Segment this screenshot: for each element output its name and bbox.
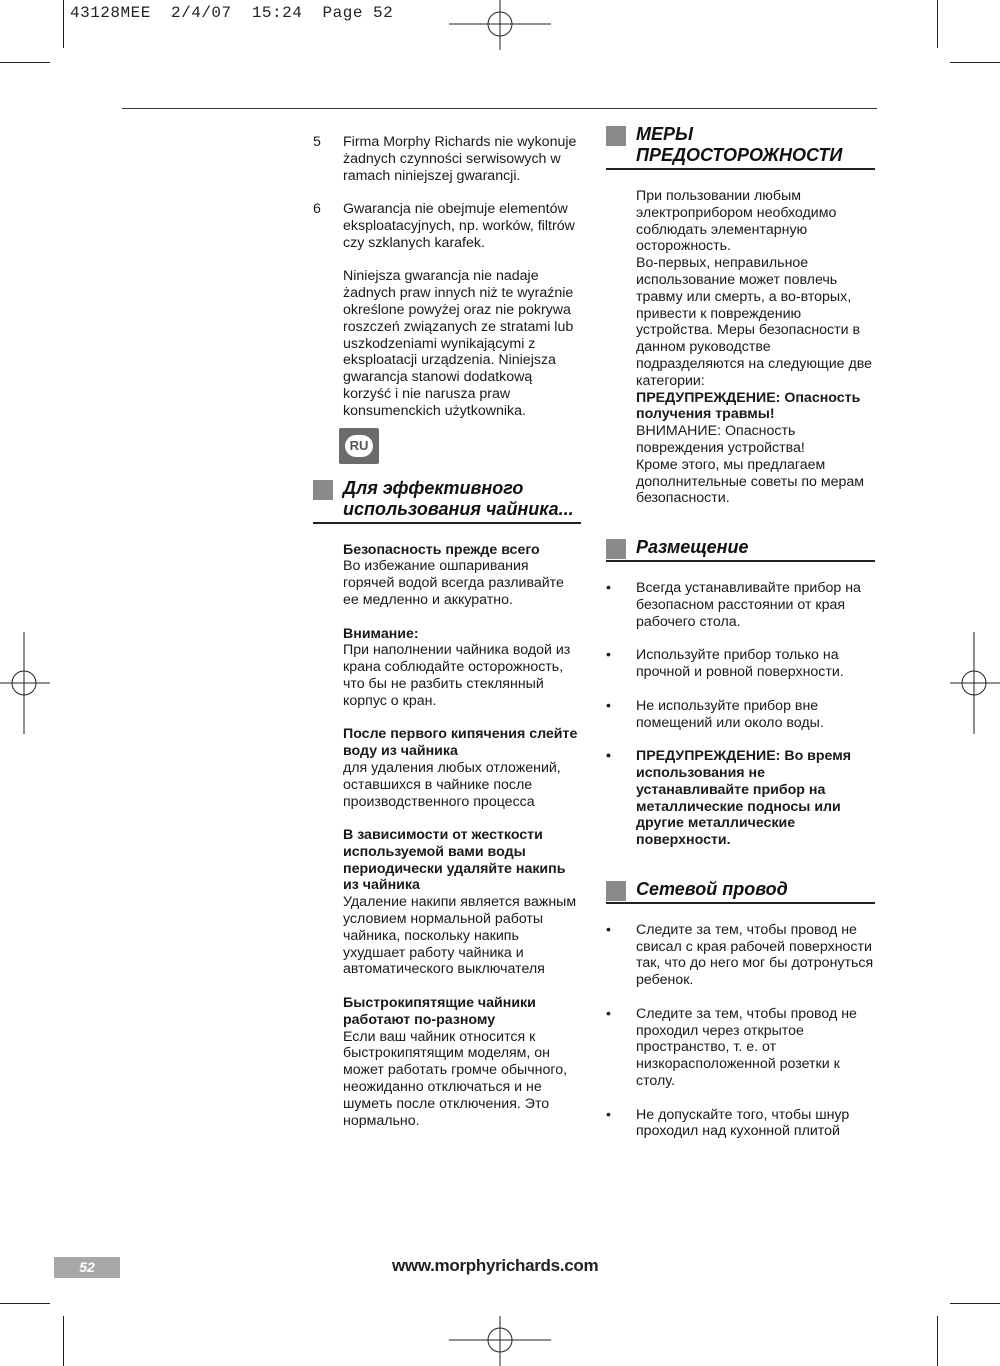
crop-mark	[937, 1316, 938, 1366]
safety-caution: ВНИМАНИЕ: Опасность повреждения устройства!	[636, 423, 805, 456]
section-heading	[313, 478, 581, 524]
tip-heading: Быстрокипятящие чайники работают по-разному	[343, 995, 536, 1028]
item-number: 5	[313, 134, 321, 150]
heading-square-icon	[606, 126, 626, 146]
item-text: Gwarancja nie obejmuje elementów eksploatacyjnych, np. worków, filtrów czy szklanych karafek.	[343, 201, 575, 251]
list-item	[606, 922, 875, 989]
list-item	[606, 1107, 875, 1141]
tip-heading: В зависимости от жесткости используемой вами воды периодически удаляйте накипь из чайника	[343, 827, 566, 894]
warranty-item	[313, 201, 581, 251]
right-column	[606, 124, 875, 1157]
list-item-text: Используйте прибор только на прочной и ровной поверхности.	[636, 647, 844, 681]
list-item-text: Не допускайте того, чтобы шнур проходил над кухонной плитой	[636, 1106, 850, 1140]
tip-block	[343, 626, 581, 710]
warranty-item	[313, 134, 581, 184]
tip-block	[343, 827, 581, 978]
bullet-icon: •	[606, 921, 611, 938]
list-item	[606, 647, 875, 681]
list-item-text: Не используйте прибор вне помещений или около воды.	[636, 697, 824, 731]
item-number: 6	[313, 201, 321, 218]
registration-mark-left	[0, 632, 50, 734]
tip-body: для удаления любых отложений, оставшихся в чайнике после производственного процесса	[343, 759, 561, 810]
header-rule	[122, 108, 877, 109]
tip-body: Удаление накипи является важным условием нормальной работы чайника, поскольку накипь ухудшает работу чайника и автоматического выключателя	[343, 894, 577, 978]
section-title: Для эффективного использования чайника...	[343, 477, 574, 519]
section-title: Размещение	[636, 537, 749, 558]
tip-body: Если ваш чайник относится к быстрокипятящим моделям, он может работать громче обычного, неожиданно отключаться и не шуметь после отключения. Это нормально.	[343, 1028, 568, 1129]
list-item-text: Следите за тем, чтобы провод не свисал с края рабочей поверхности так, что до него мог бы дотронуться ребенок.	[636, 921, 874, 989]
list-item	[606, 698, 875, 732]
registration-mark-top	[449, 0, 551, 50]
section-heading-placement	[606, 537, 875, 562]
safety-warning: ПРЕДУПРЕЖДЕНИЕ: Опасность получения травмы!	[636, 389, 861, 423]
tip-block	[343, 995, 581, 1129]
list-item	[606, 580, 875, 630]
list-item-text: ПРЕДУПРЕЖДЕНИЕ: Во время использования не устанавливайте прибор на металлические подносы или другие металлические поверхности.	[636, 748, 852, 849]
list-item-text: Следите за тем, чтобы провод не проходил через открытое пространство, т. е. от низкорасположенной розетки к столу.	[636, 1005, 857, 1090]
crop-mark	[0, 1303, 50, 1304]
left-column	[313, 134, 581, 1146]
bullet-icon: •	[606, 1005, 611, 1022]
crop-mark	[950, 1303, 1000, 1304]
item-text: Firma Morphy Richards nie wykonuje żadnych czynności serwisowych w ramach niniejszej gwarancji.	[343, 134, 577, 184]
section-title: Сетевой провод	[636, 878, 788, 899]
crop-mark	[0, 62, 50, 63]
tip-block	[343, 542, 581, 609]
registration-mark-bottom	[449, 1316, 551, 1366]
list-item-text: Всегда устанавливайте прибор на безопасном расстоянии от края рабочего стола.	[636, 580, 861, 630]
page-number-badge	[54, 1257, 120, 1278]
heading-square-icon	[606, 881, 626, 901]
warranty-note: Niniejsza gwarancja nie nadaje żadnych praw innych niż te wyraźnie określone powyżej oraz nie pokrywa roszczeń związanych ze stratami lub uszkodzeniami wynikającymi z eksploatacji urządzenia. Niniejsza gwarancja stanowi dodatkową korzyść i nie narusza praw konsumenckich użytkownika.	[343, 268, 574, 419]
section-heading-safety	[606, 124, 875, 170]
list-item	[606, 1006, 875, 1090]
bullet-icon: •	[606, 1106, 611, 1123]
language-badge	[339, 428, 379, 464]
safety-intro: При пользовании любым электроприбором необходимо соблюдать элементарную осторожность.	[636, 188, 837, 255]
bullet-icon: •	[606, 647, 611, 664]
bullet-icon: •	[606, 748, 611, 765]
safety-extra: Кроме этого, мы предлагаем дополнительные советы по мерам безопасности.	[636, 456, 865, 507]
bullet-icon: •	[606, 697, 611, 714]
crop-mark	[937, 0, 938, 48]
tip-body: Во избежание ошпаривания горячей водой всегда разливайте ее медленно и аккуратно.	[343, 558, 564, 608]
crop-mark	[950, 62, 1000, 63]
page-number: 52	[79, 1259, 95, 1275]
list-item	[606, 748, 875, 849]
tip-heading: Безопасность прежде всего	[343, 541, 540, 558]
tip-body: При наполнении чайника водой из крана соблюдайте осторожность, что бы не разбить стеклянный корпус о кран.	[343, 642, 571, 709]
section-heading-cord	[606, 879, 875, 904]
bullet-icon: •	[606, 580, 611, 597]
section-title: МЕРЫ ПРЕДОСТОРОЖНОСТИ	[636, 124, 843, 165]
language-badge-label: RU	[345, 435, 373, 457]
crop-mark	[63, 1316, 64, 1366]
tip-block	[343, 726, 581, 810]
crop-mark	[63, 0, 64, 48]
website-link[interactable]: www.morphyrichards.com	[392, 1256, 599, 1275]
tip-heading: После первого кипячения слейте воду из чайника	[343, 726, 578, 760]
tip-heading: Внимание:	[343, 625, 419, 642]
heading-square-icon	[606, 539, 626, 559]
safety-categories: Во-первых, неправильное использование может повлечь травму или смерть, а во-вторых, привести к повреждению устройства. Меры безопасности в данном руководстве подразделяются на следующие две категории:	[636, 255, 873, 389]
print-slug: 43128MEE 2/4/07 15:24 Page 52	[70, 4, 394, 22]
registration-mark-right	[950, 632, 1000, 734]
heading-square-icon	[313, 480, 333, 500]
